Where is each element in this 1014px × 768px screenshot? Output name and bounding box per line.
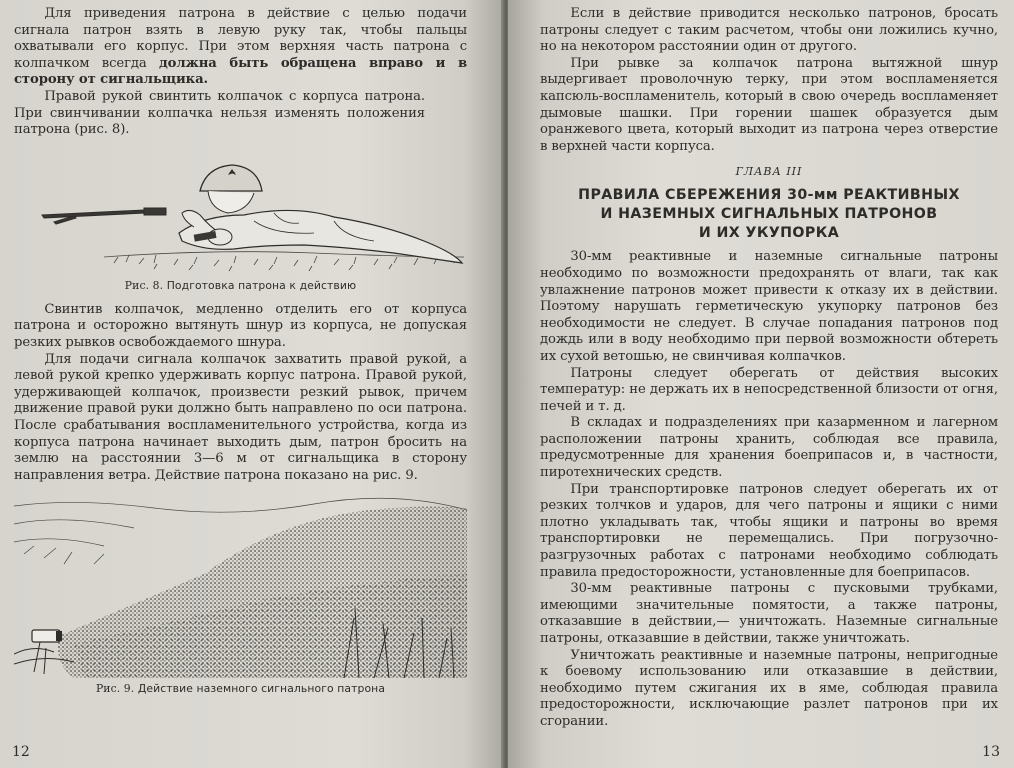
chapter-title [540, 186, 998, 243]
soldier-illustration [14, 145, 467, 275]
paragraph: Патроны следует оберегать от действия высоких температур: не держать их в непосредственной близости от огня, печей и т. д. [540, 365, 998, 414]
chapter-title-line: И ИХ УКУПОРКА [698, 225, 840, 242]
figure-9 [14, 494, 467, 678]
paragraph: 30-мм реактивные и наземные сигнальные патроны необходимо по возможности предохранять от влаги, так как увлажнение патронов может привести к отказу их в действии. Поэтому нарушать герметическую укупорку патронов без необходимости не следует. В случае попадания патронов под дождь или в воду необходимо при первой возможности обтереть их сухой ветошью, не свинчивая колпачков. [540, 249, 998, 364]
paragraph: В складах и подразделениях при казарменном и лагерном расположении патроны хранить, соблюдая все правила, предусмотренные для хранения боеприпасов и, в частности, пиротехнических средств. [540, 415, 998, 481]
figure-8-caption [14, 279, 467, 292]
paragraph: Если в действие приводится несколько патронов, бросать патроны следует с таким расчетом, чтобы они ложились кучно, но на некотором расстоянии один от другого. [540, 6, 998, 55]
page-number: 12 [12, 744, 30, 760]
chapter-label: ГЛАВА III [735, 165, 803, 179]
figure-9-caption [14, 682, 467, 695]
paragraph: Правой рукой свинтить колпачок с корпуса патрона. При свинчивании колпачка нельзя изменять положения патрона (рис. 8). [14, 88, 425, 138]
paragraph: Уничтожать реактивные и наземные патроны, непригодные к боевому использованию или отказавшие в действии, необходимо путем сжигания их в яме, соблюдая правила предосторожности, исключающие разлет патронов при их сгорании. [540, 647, 998, 729]
paragraph-text: Для приведения патрона в действие с целью подачи сигнала патрон взять в левую руку так, чтобы пальцы охватывали его корпус. При этом верхняя часть патрона с колпачком всегда [14, 6, 467, 71]
chapter-title-line: И НАЗЕМНЫХ СИГНАЛЬНЫХ ПАТРОНОВ [600, 206, 938, 223]
chapter-title-line: ПРАВИЛА СБЕРЕЖЕНИЯ 30-мм РЕАКТИВНЫХ [578, 187, 960, 204]
paragraph: При рывке за колпачок патрона вытяжной шнур выдергивает проволочную терку, при этом воспламеняется капсюль-воспламенитель, который в свою очередь воспламеняет дымовые шашки. При горении шашек образуется дым оранжевого цвета, который выходит из патрона через отверстие в верхней части корпуса. [540, 55, 998, 154]
page-number: 13 [982, 744, 1000, 760]
paragraph [14, 6, 467, 89]
paragraph: 30-мм реактивные патроны с пусковыми трубками, имеющими значительные помятости, а также патроны, отказавшие в действии,— уничтожать. Наземные сигнальные патроны, отказавшие в действии, также уничтожать. [540, 581, 998, 646]
left-page [0, 0, 505, 768]
paragraph: Для подачи сигнала колпачок захватить правой рукой, а левой рукой крепко удерживать корпус патрона. Правой рукой, удерживающей колпачок, произвести резкий рывок, причем движение правой руки должно быть направлено по оси патрона. После срабатывания воспламенительного устройства, когда из корпуса патрона начинает выходить дым, патрон бросить на землю на расстоянии 3—6 м от сигнальщика в сторону направления ветра. Действие патрона показано на рис. 9. [14, 351, 467, 483]
caption-text: Подготовка патрона к действию [166, 278, 357, 292]
figure-label: Рис. 8. [124, 278, 164, 292]
paragraph: Свинтив колпачок, медленно отделить его от корпуса патрона и осторожно вытянуть шнур из корпуса, не допуская резких рывков освобождаемого шнура. [14, 301, 467, 350]
figure-label: Рис. 9. [95, 682, 135, 696]
smoke-illustration [14, 494, 467, 678]
paragraph: При транспортировке патронов следует оберегать их от резких толчков и ударов, для чего патроны и ящики с ними плотно укладывать так, чтобы ящики и патроны во время транспортировки не перемещались. При погрузочно-разгрузочных работах с патронами необходимо соблюдать правила предосторожности, установленные для боеприпасов. [540, 481, 998, 580]
figure-8 [14, 145, 467, 275]
right-page [508, 0, 1014, 768]
caption-text: Действие наземного сигнального патрона [137, 682, 386, 696]
bold-text: должна быть обращена вправо и в сторону от сигнальщика. [14, 55, 468, 88]
